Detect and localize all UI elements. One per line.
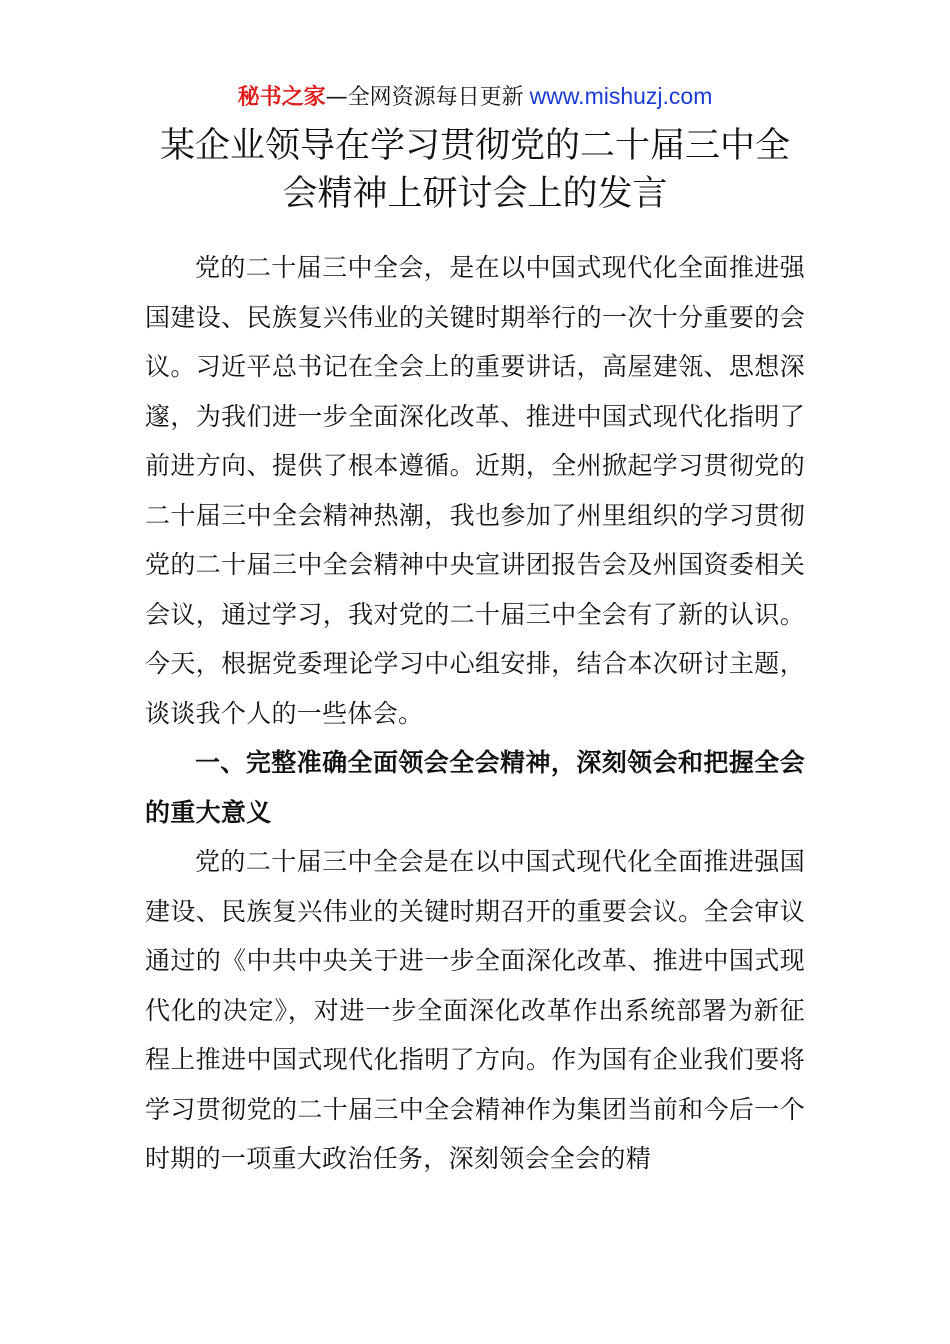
site-url-link[interactable]: www.mishuzj.com [529, 83, 713, 109]
document-title: 某企业领导在学习贯彻党的二十届三中全会精神上研讨会上的发言 [159, 126, 790, 214]
document-body [145, 243, 805, 1184]
brand-name: 秘书之家 [237, 85, 326, 110]
section-1-paragraph: 党的二十届三中全会是在以中国式现代化全面推进强国建设、民族复兴伟业的关键时期召开的重要会议。全会审议通过的《中共中央关于进一步全面深化改革、推进中国式现代化的决定》，对进一步全面深化改革作出系统部署为新征程上推进中国式现代化指明了方向。作为国有企业我们要将学习贯彻党的二十届三中全会精神作为集团当前和今后一个时期的一项重大政治任务，深刻领会全会的精 [145, 847, 805, 1173]
header-slogan: —全网资源每日更新 [325, 85, 524, 110]
section-heading-1: 一、完整准确全面领会全会精神，深刻领会和把握全会的重大意义 [145, 748, 805, 827]
intro-paragraph: 党的二十届三中全会，是在以中国式现代化全面推进强国建设、民族复兴伟业的关键时期举行的一次十分重要的会议。习近平总书记在全会上的重要讲话，高屋建瓴、思想深邃，为我们进一步全面深化改革、推进中国式现代化指明了前进方向、提供了根本遵循。近期，全州掀起学习贯彻党的二十届三中全会精神热潮，我也参加了州里组织的学习贯彻党的二十届三中全会精神中央宣讲团报告会及州国资委相关会议，通过学习，我对党的二十届三中全会有了新的认识。今天，根据党委理论学习中心组安排，结合本次研讨主题，谈谈我个人的一些体会。 [145, 253, 805, 728]
site-header [0, 80, 950, 114]
